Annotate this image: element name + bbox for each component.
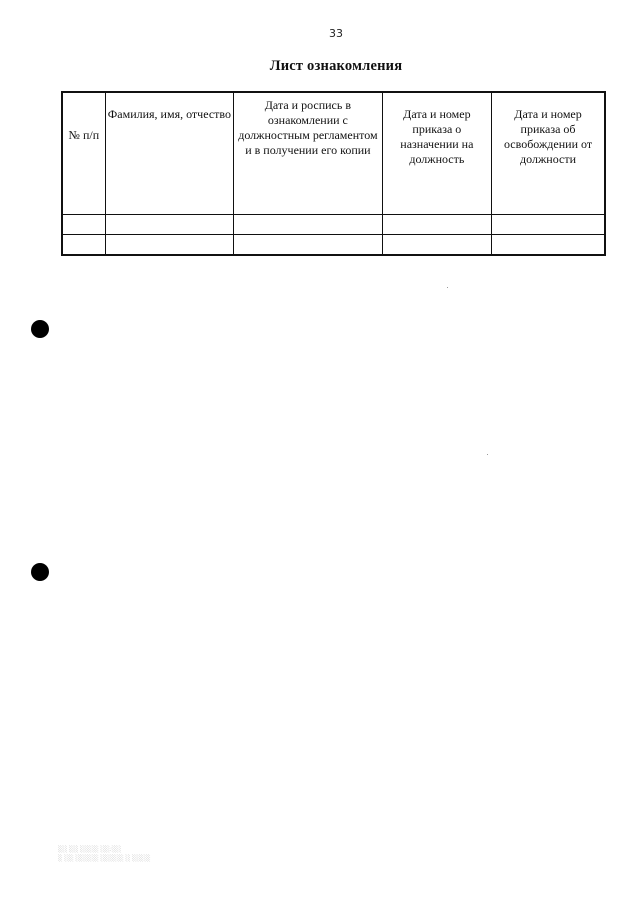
table-cell bbox=[105, 235, 233, 256]
table-cell bbox=[492, 235, 605, 256]
page-title: Лист ознакомления bbox=[269, 58, 403, 74]
punch-hole-mark bbox=[31, 563, 49, 581]
table-header-row bbox=[62, 92, 605, 215]
table-row bbox=[62, 235, 605, 256]
table-cell bbox=[382, 235, 491, 256]
table-cell bbox=[382, 215, 491, 235]
table-row bbox=[62, 215, 605, 235]
punch-hole-mark bbox=[31, 320, 49, 338]
column-header-appointment-order: Дата и номер приказа о назначении на должность bbox=[382, 92, 491, 215]
table-cell bbox=[234, 235, 383, 256]
column-header-number: № п/п bbox=[62, 92, 105, 215]
page-number: 33 bbox=[329, 27, 343, 40]
faint-scan-stamp: ░░ ░░ ░░░░ ░░:░░ ░ ░░ ░░░░░ ░░░░░ ░ ░░░░ bbox=[58, 846, 151, 862]
table-cell bbox=[234, 215, 383, 235]
acknowledgement-table bbox=[61, 91, 606, 256]
table-cell bbox=[492, 215, 605, 235]
table-cell bbox=[105, 215, 233, 235]
table-cell bbox=[62, 215, 105, 235]
column-header-dismissal-order: Дата и номер приказа об освобождении от должности bbox=[492, 92, 605, 215]
scan-speck bbox=[487, 454, 488, 455]
column-header-acknowledgement-date-signature: Дата и роспись в ознакомлении с должностным регламентом и в получении его копии bbox=[234, 92, 383, 215]
scan-speck bbox=[447, 287, 448, 288]
column-header-full-name: Фамилия, имя, отчество bbox=[105, 92, 233, 215]
table-cell bbox=[62, 235, 105, 256]
